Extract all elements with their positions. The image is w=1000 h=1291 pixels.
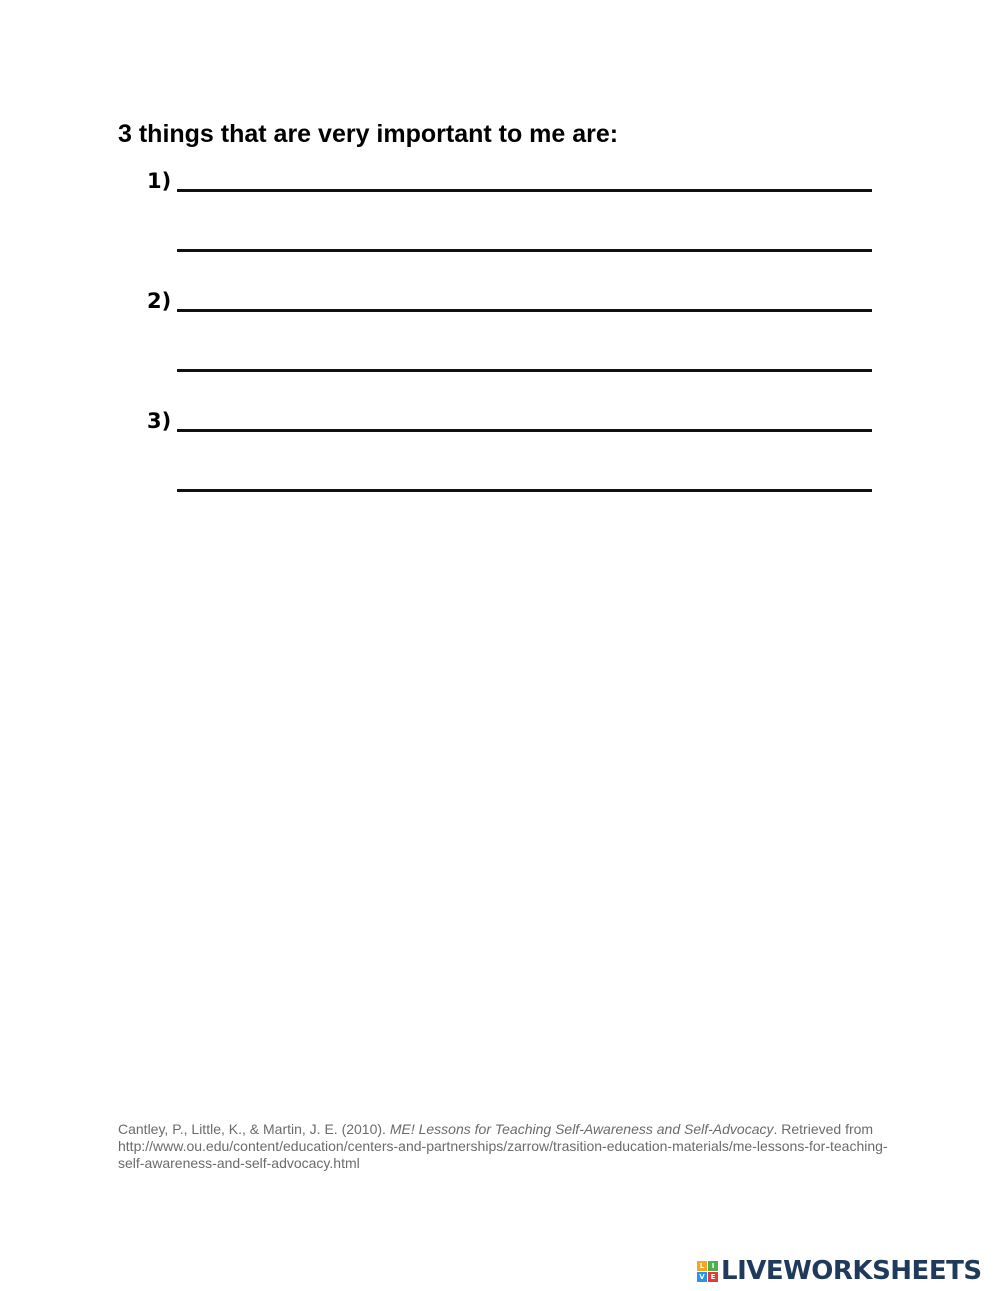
liveworksheets-logo[interactable] <box>697 1254 982 1288</box>
badge-letter: L <box>697 1261 707 1271</box>
logo-text: LIVEWORKSHEETS <box>721 1256 982 1286</box>
citation <box>118 1121 888 1172</box>
citation-authors: Cantley, P., Little, K., & Martin, J. E. (2010). <box>118 1121 390 1137</box>
item-number: 3) <box>147 409 172 433</box>
citation-title: ME! Lessons for Teaching Self-Awareness and Self-Advocacy <box>389 1121 774 1137</box>
badge-letter: E <box>708 1272 718 1282</box>
answer-line[interactable] <box>177 309 872 312</box>
answer-line[interactable] <box>177 369 872 372</box>
answer-line[interactable] <box>177 429 872 432</box>
answer-line[interactable] <box>177 189 872 192</box>
worksheet-heading: 3 things that are very important to me are: <box>118 120 619 148</box>
citation-source: . Retrieved from http://www.ou.edu/content/education/centers-and-partnerships/zarrow/trasition-education-materials/me-lessons-for-teaching-self-awareness-and-self-advocacy.html <box>118 1121 888 1171</box>
answer-line[interactable] <box>177 249 872 252</box>
item-number: 2) <box>147 289 172 313</box>
item-number: 1) <box>147 169 172 193</box>
badge-letter: V <box>697 1272 707 1282</box>
live-badge-icon <box>697 1261 718 1282</box>
answer-line[interactable] <box>177 489 872 492</box>
badge-letter: I <box>708 1261 718 1271</box>
